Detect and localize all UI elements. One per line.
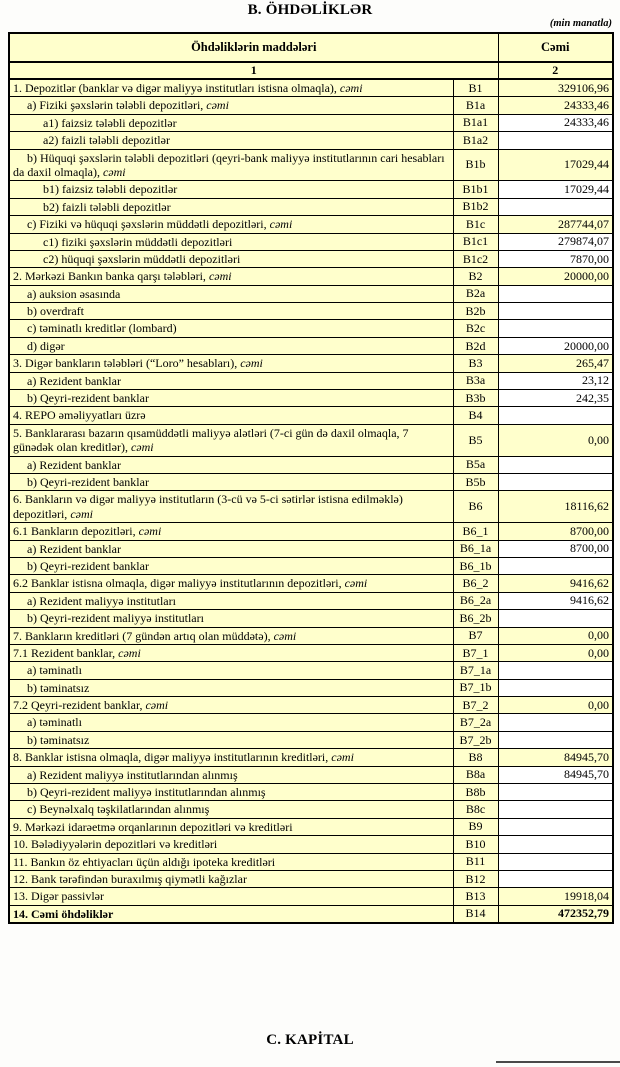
item-code: B1a1 <box>453 114 498 131</box>
item-label: c) təminatlı kreditlər (lombard) <box>27 321 177 336</box>
item-label-italic-suffix: cəmi <box>208 269 232 284</box>
table-row <box>9 424 613 456</box>
table-row <box>9 320 613 337</box>
item-label: 12. Bank tərəfindən buraxılmış qiymətli kağızlar <box>13 871 247 886</box>
table-row <box>9 285 613 302</box>
item-label-cell <box>9 149 453 181</box>
item-value <box>498 132 613 149</box>
item-label: a1) faizsiz tələbli depozitlər <box>43 115 177 130</box>
item-label: 7. Bankların kreditləri (7 gündən artıq olan müddətə), <box>13 628 274 643</box>
item-label-cell <box>9 818 453 835</box>
item-value <box>498 731 613 748</box>
item-code: B2d <box>453 337 498 354</box>
item-value <box>498 303 613 320</box>
section-title-liabilities: B. ÖHDƏLİKLƏR <box>247 2 373 18</box>
table-row <box>9 610 613 627</box>
item-label-cell <box>9 697 453 714</box>
item-code: B12 <box>453 870 498 887</box>
item-label: b) Hüquqi şəxslərin tələbli depozitləri (qeyri-bank maliyyə institutlarının cari hesabları da daxil olmaqla), <box>13 150 445 179</box>
item-label-cell <box>9 216 453 233</box>
table-row <box>9 853 613 870</box>
item-label: a) təminatlı <box>27 663 82 678</box>
item-code: B1a2 <box>453 132 498 149</box>
item-label-cell <box>9 285 453 302</box>
item-label: 1. Depozitlər (banklar və digər maliyyə institutları istisna olmaqla), <box>13 81 340 95</box>
table-row <box>9 407 613 424</box>
item-value <box>498 784 613 801</box>
table-row <box>9 149 613 181</box>
item-label-cell <box>9 473 453 490</box>
item-label-italic-suffix: cəmi <box>118 645 141 660</box>
item-label: 6. Bankların və digər maliyyə institutların (3-cü və 5-ci sətirlər istisna edilməklə) depozitləri, <box>13 492 403 521</box>
header-items-column: Öhdəliklərin maddələri <box>9 33 498 62</box>
header-col-number-2: 2 <box>498 62 613 79</box>
item-code: B1b <box>453 149 498 181</box>
item-label-cell <box>9 766 453 783</box>
item-label-cell <box>9 870 453 887</box>
table-row <box>9 372 613 389</box>
item-value: 20000,00 <box>498 337 613 354</box>
item-value: 23,12 <box>498 372 613 389</box>
item-label: a2) faizli tələbli depozitlər <box>43 133 170 148</box>
item-label-cell <box>9 627 453 644</box>
item-value <box>498 198 613 215</box>
item-code: B6_1a <box>453 540 498 557</box>
item-value <box>498 870 613 887</box>
item-value <box>498 818 613 835</box>
item-label-cell <box>9 679 453 696</box>
item-value: 0,00 <box>498 627 613 644</box>
item-value: 8700,00 <box>498 540 613 557</box>
item-label-cell <box>9 181 453 198</box>
item-value: 17029,44 <box>498 149 613 181</box>
item-value <box>498 662 613 679</box>
item-code: B7_2a <box>453 714 498 731</box>
item-label-italic-suffix: cəmi <box>344 576 368 591</box>
item-code: B2c <box>453 320 498 337</box>
table-row <box>9 766 613 783</box>
table-row <box>9 801 613 818</box>
liabilities-table <box>8 32 614 924</box>
table-row <box>9 303 613 320</box>
item-label-cell <box>9 268 453 285</box>
item-value: 7870,00 <box>498 250 613 267</box>
item-value <box>498 456 613 473</box>
item-code: B4 <box>453 407 498 424</box>
item-label-cell <box>9 557 453 574</box>
item-label: 7.2 Qeyri-rezident banklar, <box>13 698 146 713</box>
item-label-cell <box>9 337 453 354</box>
table-row <box>9 523 613 540</box>
item-label-cell <box>9 114 453 131</box>
item-value <box>498 610 613 627</box>
item-label: a) Rezident maliyyə institutlarından alınmış <box>27 767 238 782</box>
item-code: B3 <box>453 355 498 372</box>
item-value: 24333,46 <box>498 97 613 114</box>
item-label: b) təminatsız <box>27 732 90 747</box>
item-label-cell <box>9 424 453 456</box>
item-label: c) Beynəlxalq təşkilatlarından alınmış <box>27 802 210 817</box>
item-code: B8b <box>453 784 498 801</box>
item-label: 11. Bankın öz ehtiyacları üçün aldığı ipoteka kreditləri <box>13 854 276 869</box>
item-value: 20000,00 <box>498 268 613 285</box>
item-code: B7_1b <box>453 679 498 696</box>
item-label-cell <box>9 79 453 97</box>
table-row <box>9 592 613 609</box>
item-value: 17029,44 <box>498 181 613 198</box>
item-label-cell <box>9 540 453 557</box>
item-label-cell <box>9 355 453 372</box>
item-value <box>498 473 613 490</box>
table-row <box>9 97 613 114</box>
item-code: B2 <box>453 268 498 285</box>
item-value: 0,00 <box>498 697 613 714</box>
header-total-column: Cəmi <box>498 33 613 62</box>
item-code: B2b <box>453 303 498 320</box>
item-label: b) Qeyri-rezident banklar <box>27 474 149 489</box>
item-code: B6_1b <box>453 557 498 574</box>
item-label: 9. Mərkəzi idarəetmə orqanlarının depozitləri və kreditləri <box>13 819 293 834</box>
item-value <box>498 801 613 818</box>
table-row <box>9 644 613 661</box>
item-label-italic-suffix: cəmi <box>145 698 169 713</box>
item-code: B8c <box>453 801 498 818</box>
item-value: 287744,07 <box>498 216 613 233</box>
item-label-cell <box>9 801 453 818</box>
item-value <box>498 320 613 337</box>
item-label-cell <box>9 456 453 473</box>
table-row <box>9 818 613 835</box>
section-title-capital: C. KAPİTAL <box>266 1032 354 1048</box>
header-row-numbers <box>9 62 613 79</box>
item-value: 18116,62 <box>498 491 613 523</box>
table-row <box>9 679 613 696</box>
item-label: 6.1 Bankların depozitləri, <box>13 524 139 539</box>
item-value: 279874,07 <box>498 233 613 250</box>
item-label: d) digər <box>27 338 65 353</box>
table-row <box>9 784 613 801</box>
item-label: b2) faizli tələbli depozitlər <box>43 199 171 214</box>
item-label-cell <box>9 836 453 853</box>
table-row <box>9 216 613 233</box>
table-row <box>9 79 613 97</box>
item-label-cell <box>9 320 453 337</box>
item-label: b) Qeyri-rezident banklar <box>27 558 149 573</box>
table-row <box>9 836 613 853</box>
item-label-cell <box>9 662 453 679</box>
item-code: B6 <box>453 491 498 523</box>
table-row <box>9 749 613 766</box>
item-label-cell <box>9 784 453 801</box>
item-label: 13. Digər passivlər <box>13 889 104 904</box>
table-row <box>9 132 613 149</box>
table-row <box>9 575 613 592</box>
item-value <box>498 285 613 302</box>
item-label: a) auksion əsasında <box>27 286 121 301</box>
item-value: 472352,79 <box>498 905 613 923</box>
item-label-cell <box>9 749 453 766</box>
table-row <box>9 473 613 490</box>
item-code: B6_2b <box>453 610 498 627</box>
item-label: b) Qeyri-rezident maliyyə institutlarından alınmış <box>27 785 266 800</box>
item-value: 84945,70 <box>498 766 613 783</box>
table-row <box>9 491 613 523</box>
item-label: 7.1 Rezident banklar, <box>13 645 119 660</box>
item-value: 329106,96 <box>498 79 613 97</box>
table-row <box>9 268 613 285</box>
item-label-italic-suffix: cəmi <box>331 750 354 765</box>
item-code: B3b <box>453 390 498 407</box>
item-label: a) Rezident banklar <box>27 373 121 388</box>
item-label-cell <box>9 853 453 870</box>
item-label-cell <box>9 888 453 905</box>
item-label: a) Rezident maliyyə institutları <box>27 593 176 608</box>
item-code: B7_2b <box>453 731 498 748</box>
table-row <box>9 662 613 679</box>
item-label: a) Rezident banklar <box>27 457 121 472</box>
header-row-titles <box>9 33 613 62</box>
table-row <box>9 355 613 372</box>
item-code: B13 <box>453 888 498 905</box>
item-label: b1) faizsiz tələbli depozitlər <box>43 182 178 197</box>
item-value <box>498 557 613 574</box>
item-code: B10 <box>453 836 498 853</box>
item-code: B5b <box>453 473 498 490</box>
item-label-cell <box>9 592 453 609</box>
item-label-italic-suffix: cəmi <box>130 440 154 455</box>
item-label: c2) hüquqi şəxslərin müddətli depozitləri <box>43 251 241 266</box>
table-row <box>9 714 613 731</box>
item-label-cell <box>9 491 453 523</box>
item-code: B5 <box>453 424 498 456</box>
item-label-cell <box>9 372 453 389</box>
table-row <box>9 627 613 644</box>
item-label-cell <box>9 905 453 923</box>
item-code: B6_2 <box>453 575 498 592</box>
item-label-cell <box>9 97 453 114</box>
table-row <box>9 198 613 215</box>
table-row <box>9 233 613 250</box>
item-label: b) Qeyri-rezident banklar <box>27 391 149 406</box>
item-label: b) overdraft <box>27 304 84 319</box>
item-code: B6_1 <box>453 523 498 540</box>
table-row <box>9 456 613 473</box>
item-value: 9416,62 <box>498 592 613 609</box>
item-code: B7_1 <box>453 644 498 661</box>
item-code: B11 <box>453 853 498 870</box>
item-label: 10. Bələdiyyələrin depozitləri və kreditləri <box>13 837 218 852</box>
table-body <box>9 79 613 923</box>
item-value <box>498 836 613 853</box>
next-table-top-rule <box>496 1061 620 1063</box>
item-label-italic-suffix: cəmi <box>339 81 363 95</box>
item-label: 4. REPO əməliyyatları üzrə <box>13 408 146 423</box>
item-code: B1c2 <box>453 250 498 267</box>
item-label: b) Qeyri-rezident maliyyə institutları <box>27 611 204 626</box>
item-code: B3a <box>453 372 498 389</box>
item-label: a) Rezident banklar <box>27 541 121 556</box>
table-row <box>9 905 613 923</box>
item-label: 3. Digər bankların tələbləri (“Loro” hesabları), <box>13 356 241 371</box>
item-value: 0,00 <box>498 644 613 661</box>
table-row <box>9 250 613 267</box>
item-label: 2. Mərkəzi Bankın banka qarşı tələbləri, <box>13 269 209 284</box>
table-row <box>9 390 613 407</box>
item-value: 84945,70 <box>498 749 613 766</box>
item-code: B1a <box>453 97 498 114</box>
item-value: 9416,62 <box>498 575 613 592</box>
item-label-cell <box>9 250 453 267</box>
table-row <box>9 731 613 748</box>
table-row <box>9 337 613 354</box>
item-value <box>498 714 613 731</box>
item-label-italic-suffix: cəmi <box>240 356 263 371</box>
header-col-number-1: 1 <box>9 62 498 79</box>
item-label-cell <box>9 575 453 592</box>
item-value: 24333,46 <box>498 114 613 131</box>
item-label-cell <box>9 523 453 540</box>
item-label-cell <box>9 132 453 149</box>
item-label: 8. Banklar istisna olmaqla, digər maliyyə institutlarının kreditləri, <box>13 750 332 765</box>
item-code: B8a <box>453 766 498 783</box>
item-label: a) təminatlı <box>27 715 82 730</box>
item-label-cell <box>9 390 453 407</box>
item-code: B1c1 <box>453 233 498 250</box>
item-value <box>498 407 613 424</box>
table-row <box>9 181 613 198</box>
item-code: B6_2a <box>453 592 498 609</box>
item-label: 6.2 Banklar istisna olmaqla, digər maliyyə institutlarının depozitləri, <box>13 576 345 591</box>
table-row <box>9 540 613 557</box>
item-code: B2a <box>453 285 498 302</box>
table-row <box>9 557 613 574</box>
table-row <box>9 870 613 887</box>
item-label: b) təminatsız <box>27 680 90 695</box>
item-code: B7_1a <box>453 662 498 679</box>
item-label-italic-suffix: cəmi <box>273 628 297 643</box>
item-code: B1c <box>453 216 498 233</box>
item-label-cell <box>9 714 453 731</box>
item-value: 0,00 <box>498 424 613 456</box>
item-code: B7_2 <box>453 697 498 714</box>
table-row <box>9 114 613 131</box>
table-row <box>9 888 613 905</box>
item-code: B1 <box>453 79 498 97</box>
item-value: 19918,04 <box>498 888 613 905</box>
item-label-cell <box>9 303 453 320</box>
item-label-cell <box>9 198 453 215</box>
item-value: 242,35 <box>498 390 613 407</box>
item-label-italic-suffix: cəmi <box>206 98 229 113</box>
item-label: a) Fiziki şəxslərin tələbli depozitləri, <box>27 98 207 113</box>
table-header <box>9 33 613 79</box>
item-code: B1b1 <box>453 181 498 198</box>
item-label-italic-suffix: cəmi <box>138 524 162 539</box>
item-code: B8 <box>453 749 498 766</box>
item-label-cell <box>9 644 453 661</box>
item-value <box>498 853 613 870</box>
item-value: 8700,00 <box>498 523 613 540</box>
unit-note: (min manatla) <box>549 18 612 29</box>
item-label-italic-suffix: cəmi <box>269 217 293 232</box>
item-label-cell <box>9 407 453 424</box>
item-value: 265,47 <box>498 355 613 372</box>
item-code: B9 <box>453 818 498 835</box>
item-value <box>498 679 613 696</box>
item-label-cell <box>9 233 453 250</box>
item-code: B14 <box>453 905 498 923</box>
item-label-cell <box>9 610 453 627</box>
item-label: 14. Cəmi öhdəliklər <box>13 906 114 921</box>
item-label: c1) fiziki şəxslərin müddətli depozitləri <box>43 234 233 249</box>
item-label: 5. Banklararası bazarın qısamüddətli maliyyə alətləri (7-ci gün də daxil olmaqla, 7 günədək olan kreditlər), <box>13 425 409 455</box>
item-code: B7 <box>453 627 498 644</box>
item-code: B1b2 <box>453 198 498 215</box>
item-code: B5a <box>453 456 498 473</box>
item-label-italic-suffix: cəmi <box>70 506 93 521</box>
item-label: c) Fiziki və hüquqi şəxslərin müddətli depozitləri, <box>27 217 270 232</box>
item-label-italic-suffix: cəmi <box>102 164 126 179</box>
table-row <box>9 697 613 714</box>
item-label-cell <box>9 731 453 748</box>
